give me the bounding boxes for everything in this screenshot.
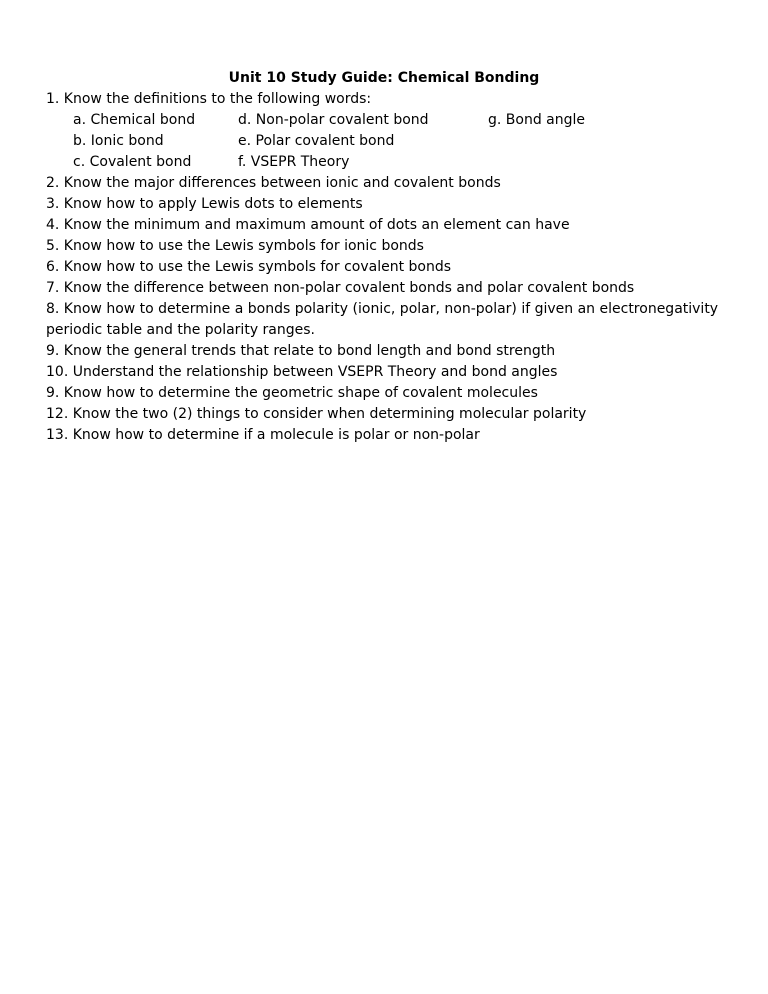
list-item-4: 4. Know the minimum and maximum amount of dots an element can have [46,217,570,233]
list-item-11: 9. Know how to determine the geometric shape of covalent molecules [46,385,538,401]
list-item-5: 5. Know how to use the Lewis symbols for ionic bonds [46,238,424,254]
study-guide-list [46,89,736,446]
definition-b: b. Ionic bond [73,133,164,149]
list-item-9: 9. Know the general trends that relate to bond length and bond strength [46,343,556,359]
list-item-13: 13. Know how to determine if a molecule is polar or non-polar [46,427,480,443]
list-item-7: 7. Know the difference between non-polar covalent bonds and polar covalent bonds [46,280,635,296]
list-item-6: 6. Know how to use the Lewis symbols for covalent bonds [46,259,452,275]
definition-g: g. Bond angle [488,112,586,128]
definition-d: d. Non-polar covalent bond [238,112,429,128]
list-item-10: 10. Understand the relationship between VSEPR Theory and bond angles [46,364,558,380]
list-item-2: 2. Know the major differences between ionic and covalent bonds [46,175,501,191]
page-title: Unit 10 Study Guide: Chemical Bonding [228,70,540,86]
definition-a: a. Chemical bond [73,112,196,128]
definitions-list [46,110,736,173]
definition-f: f. VSEPR Theory [238,154,350,170]
list-item-1: 1. Know the definitions to the following words: [46,91,372,107]
definition-e: e. Polar covalent bond [238,133,395,149]
list-item-3: 3. Know how to apply Lewis dots to elements [46,196,363,212]
list-item-12: 12. Know the two (2) things to consider when determining molecular polarity [46,406,587,422]
definition-c: c. Covalent bond [73,154,192,170]
list-item-8: 8. Know how to determine a bonds polarity (ionic, polar, non-polar) if given an electronegativity periodic table and the polarity ranges. [46,301,719,338]
